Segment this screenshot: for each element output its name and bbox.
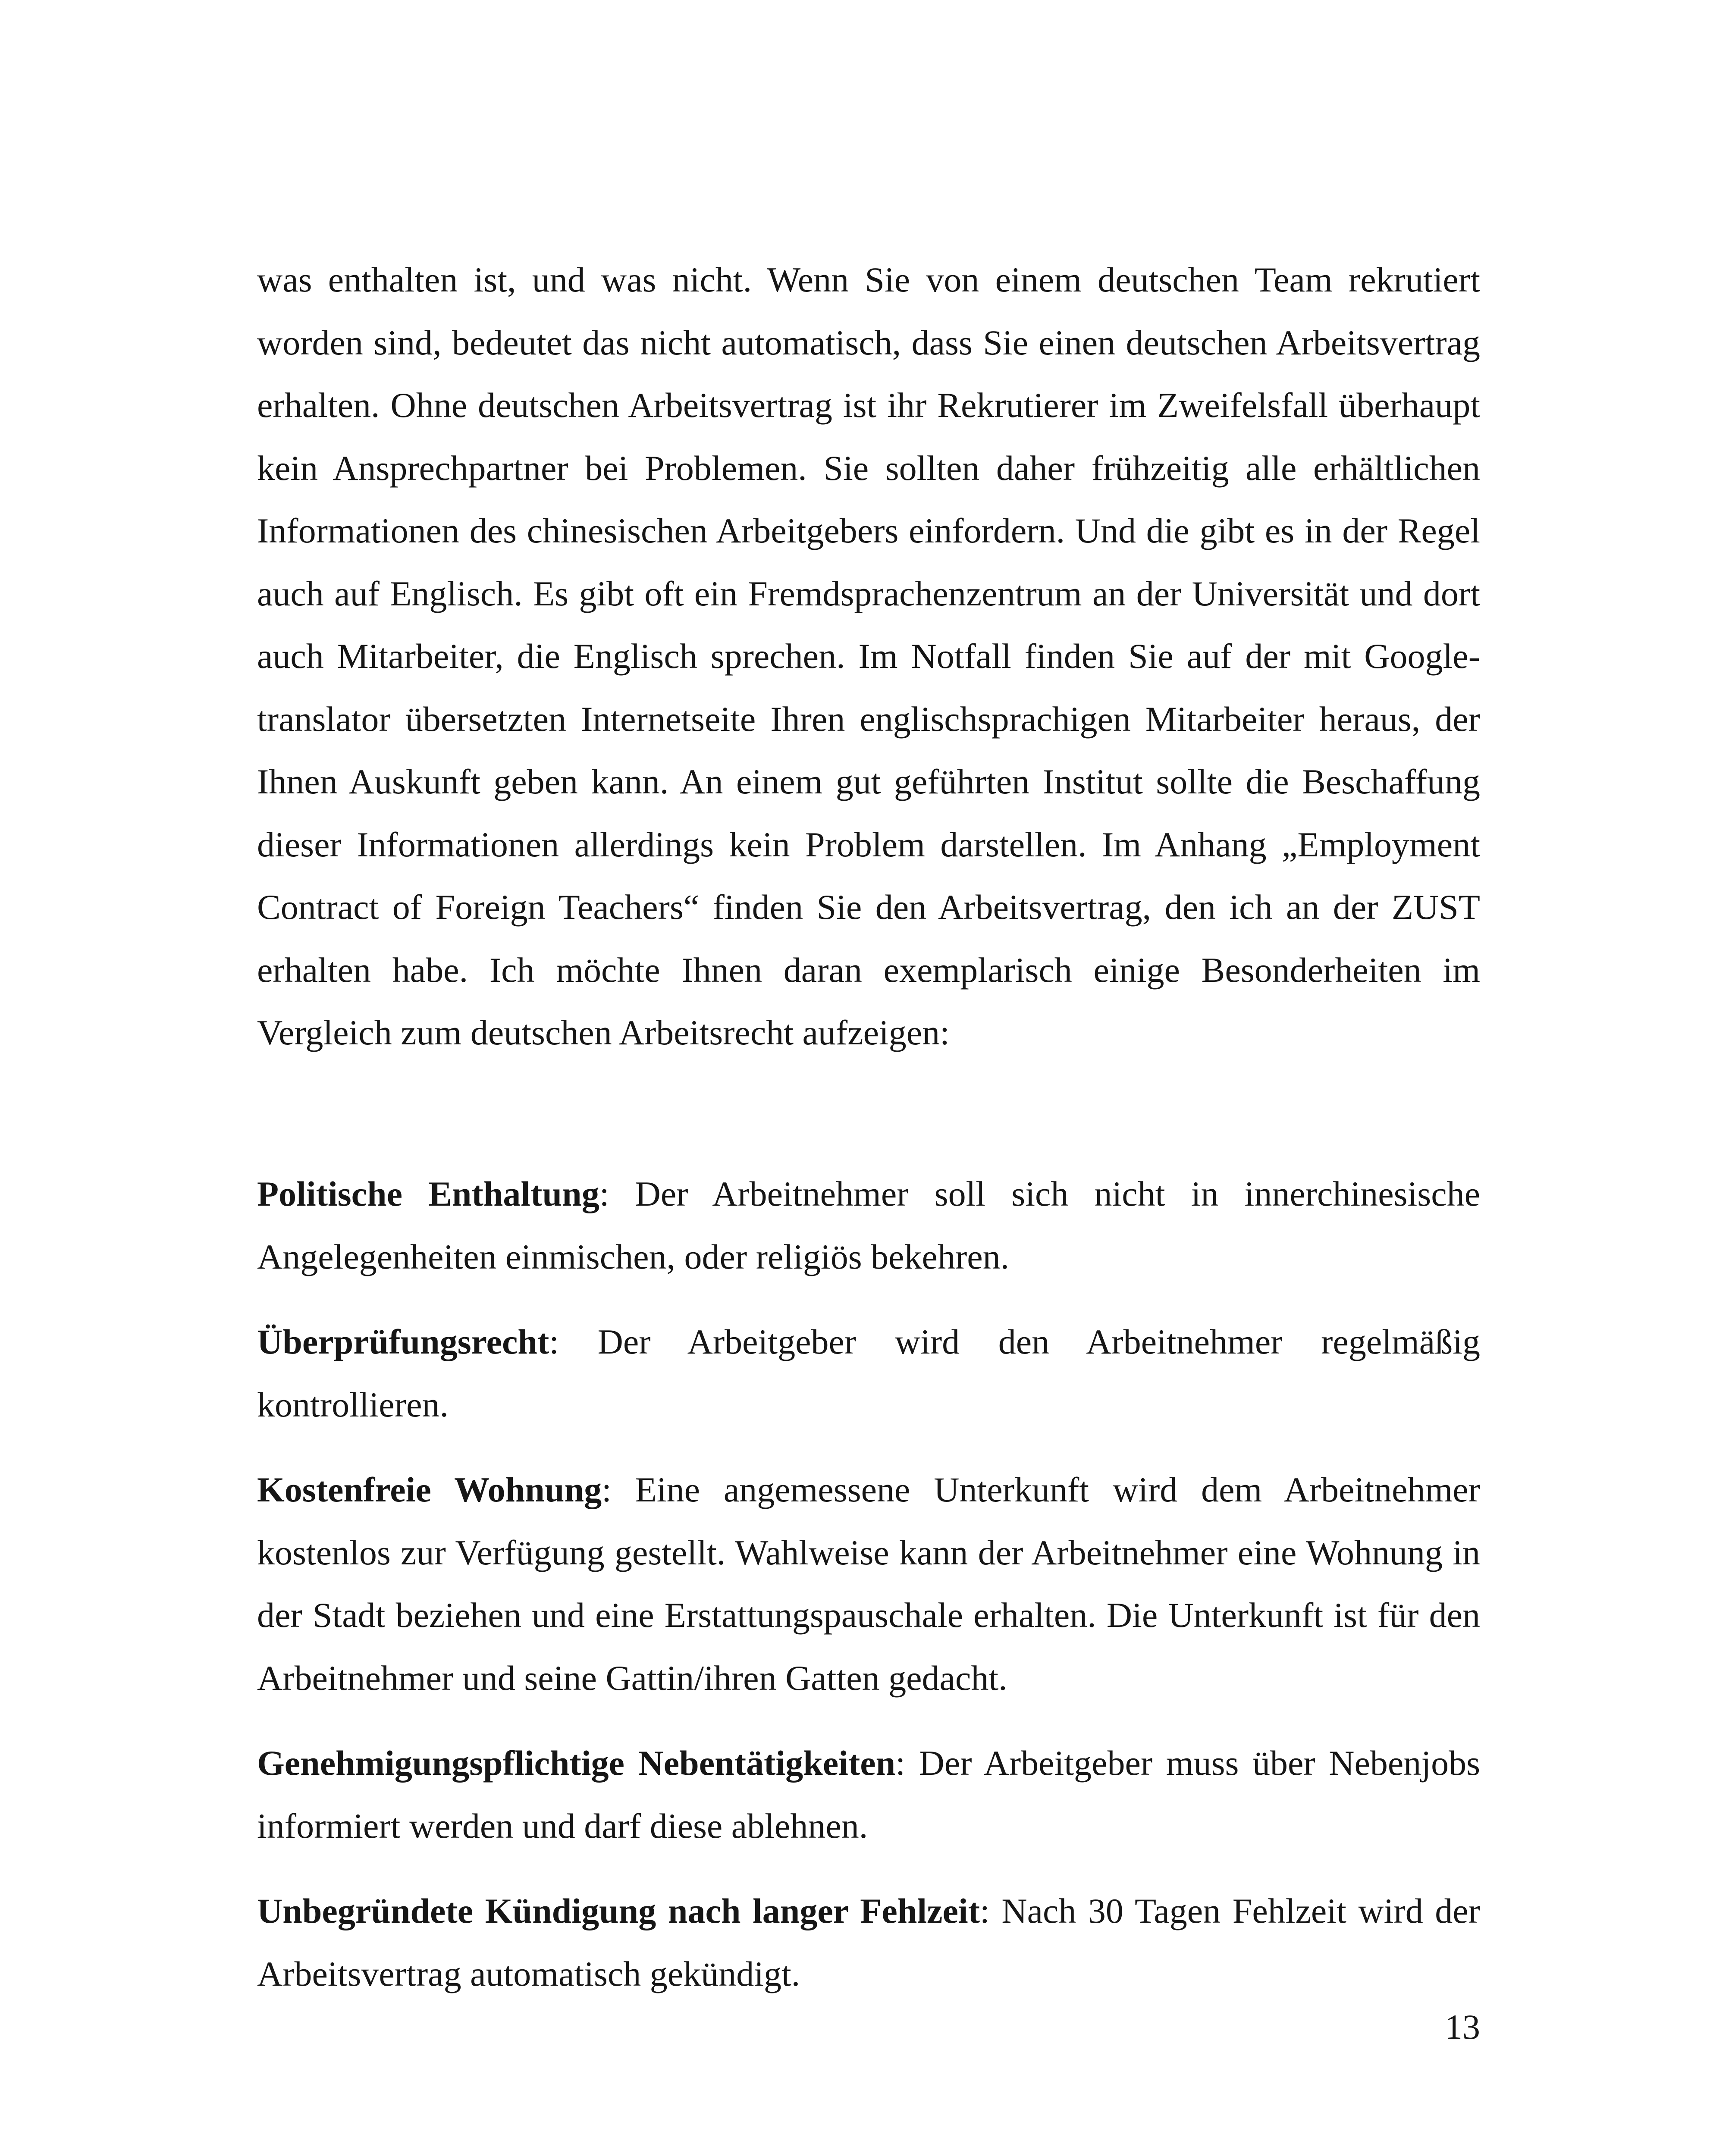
feature-item-side-jobs (257, 1732, 1480, 1857)
feature-item-termination (257, 1880, 1480, 2005)
feature-description: : Der Arbeitnehmer soll sich nicht in innerchinesische Angelegenheiten einmischen, oder religiös bekehren. (257, 1174, 1480, 1276)
feature-item-review-right (257, 1310, 1480, 1436)
intro-paragraph-block (257, 248, 1480, 1064)
feature-item-free-housing (257, 1458, 1480, 1709)
feature-description: : Der Arbeitgeber muss über Nebenjobs informiert werden und darf diese ablehnen. (257, 1743, 1480, 1846)
feature-description: : Nach 30 Tagen Fehlzeit wird der Arbeitsvertrag automatisch gekündigt. (257, 1891, 1480, 1993)
feature-term: Genehmigungspflichtige Nebentätigkeiten (257, 1743, 896, 1783)
contract-features-list (257, 1163, 1480, 2005)
page-number: 13 (1445, 2007, 1480, 2046)
feature-item-political-abstention (257, 1163, 1480, 1288)
feature-term: Kostenfreie Wohnung (257, 1470, 602, 1509)
feature-description: : Eine angemessene Unterkunft wird dem Arbeitnehmer kostenlos zur Verfügung gestellt. Wahlweise kann der Arbeitnehmer eine Wohnung in der Stadt beziehen und eine Erstattungspauschale erhalten. Die Unterkunft ist für den Arbeitnehmer und seine Gattin/ihren Gatten gedacht. (257, 1470, 1480, 1698)
feature-description: : Der Arbeitgeber wird den Arbeitnehmer regelmäßig kontrollieren. (257, 1322, 1480, 1424)
intro-paragraph: was enthalten ist, und was nicht. Wenn Sie von einem deutschen Team rekrutiert worden sind, bedeutet das nicht automatisch, dass Sie einen deutschen Arbeitsvertrag erhalten. Ohne deutschen Arbeitsvertrag ist ihr Rekrutierer im Zweifelsfall überhaupt kein Ansprechpartner bei Problemen. Sie sollten daher frühzeitig alle erhältlichen Informationen des chinesischen Arbeitgebers einfordern. Und die gibt es in der Regel auch auf Englisch. Es gibt oft ein Fremdsprachenzentrum an der Universität und dort auch Mitarbeiter, die Englisch sprechen. Im Notfall finden Sie auf der mit Google-translator übersetzten Internetseite Ihren englischsprachigen Mitarbeiter heraus, der Ihnen Auskunft geben kann. An einem gut geführten Institut sollte die Beschaffung dieser Informationen allerdings kein Problem darstellen. Im Anhang „Employment Contract of Foreign Teachers“ finden Sie den Arbeitsvertrag, den ich an der ZUST erhalten habe. Ich möchte Ihnen daran exemplarisch einige Besonderheiten im Vergleich zum deutschen Arbeitsrecht aufzeigen: (257, 260, 1480, 1052)
feature-term: Unbegründete Kündigung nach langer Fehlzeit (257, 1891, 980, 1930)
feature-term: Überprüfungsrecht (257, 1322, 549, 1361)
feature-term: Politische Enthaltung (257, 1174, 599, 1213)
